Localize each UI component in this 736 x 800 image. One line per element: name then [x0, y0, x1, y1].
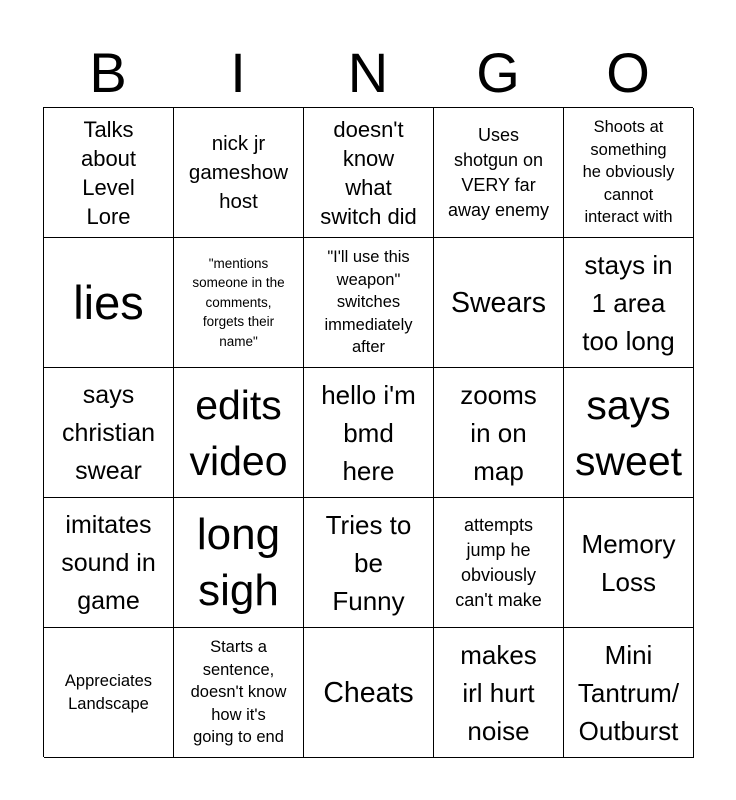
bingo-cell-21[interactable] [44, 628, 174, 758]
bingo-cell-23[interactable] [304, 628, 434, 758]
bingo-cell-1[interactable] [44, 108, 174, 238]
bingo-cell-7[interactable] [174, 238, 304, 368]
bingo-cell-text: stays in 1 area too long [582, 249, 675, 356]
bingo-cell-12[interactable] [174, 368, 304, 498]
bingo-cell-6[interactable] [44, 238, 174, 368]
bingo-cell-text: Uses shotgun on VERY far away enemy [447, 124, 550, 220]
bingo-cell-text: Starts a sentence, doesn't know how it's going to end [190, 638, 287, 747]
bingo-cell-3[interactable] [304, 108, 434, 238]
bingo-cell-text: "I'll use this weapon" switches immediately after [324, 248, 413, 357]
bingo-cell-5[interactable] [564, 108, 694, 238]
header-letter-o: O [606, 41, 650, 104]
bingo-cell-18[interactable] [304, 498, 434, 628]
bingo-cell-16[interactable] [44, 498, 174, 628]
bingo-cell-8[interactable] [304, 238, 434, 368]
bingo-cell-25[interactable] [564, 628, 694, 758]
bingo-cell-text: Swears [450, 286, 547, 319]
bingo-cell-4[interactable] [434, 108, 564, 238]
bingo-cell-19[interactable] [434, 498, 564, 628]
header-letter-i: I [230, 41, 246, 104]
bingo-cell-15[interactable] [564, 368, 694, 498]
bingo-cell-text: Mini Tantrum/ Outburst [577, 639, 680, 746]
header-letter-g: G [476, 41, 520, 104]
bingo-cell-10[interactable] [564, 238, 694, 368]
bingo-cell-9[interactable] [434, 238, 564, 368]
header-letter-b: B [89, 41, 127, 104]
bingo-cell-text: says christian swear [61, 380, 156, 485]
bingo-cell-13[interactable] [304, 368, 434, 498]
bingo-cell-text: Shoots at something he obviously cannot interact with [582, 118, 675, 227]
bingo-cell-2[interactable] [174, 108, 304, 238]
bingo-cell-text: Talks about Level Lore [80, 116, 137, 229]
bingo-header [43, 40, 693, 106]
bingo-cell-text: Cheats [323, 676, 414, 709]
header-letter-n: N [347, 41, 389, 104]
bingo-cell-22[interactable] [174, 628, 304, 758]
bingo-cell-text: edits video [189, 381, 288, 484]
bingo-cell-text: long sigh [196, 509, 281, 615]
bingo-cell-text: nick jr gameshow host [188, 132, 289, 213]
bingo-cell-text: lies [73, 275, 144, 329]
bingo-cell-text: says sweet [574, 381, 683, 484]
bingo-cell-text: doesn't know what switch did [320, 116, 417, 229]
bingo-card-grid [43, 107, 693, 757]
bingo-cell-text: attempts jump he obviously can't make [455, 514, 542, 610]
bingo-cell-20[interactable] [564, 498, 694, 628]
bingo-cell-text: Tries to be Funny [325, 509, 412, 616]
bingo-cell-text: imitates sound in game [61, 510, 156, 615]
bingo-cell-24[interactable] [434, 628, 564, 758]
bingo-cell-text: Memory Loss [581, 528, 676, 597]
bingo-cell-text: zooms in on map [460, 379, 537, 486]
bingo-cell-text: makes irl hurt noise [460, 639, 537, 746]
bingo-cell-text: "mentions someone in the comments, forgets their name" [192, 255, 285, 349]
bingo-cell-text: hello i'm bmd here [321, 379, 416, 486]
bingo-cell-14[interactable] [434, 368, 564, 498]
bingo-cell-11[interactable] [44, 368, 174, 498]
bingo-cell-text: Appreciates Landscape [64, 672, 153, 713]
bingo-cell-17[interactable] [174, 498, 304, 628]
